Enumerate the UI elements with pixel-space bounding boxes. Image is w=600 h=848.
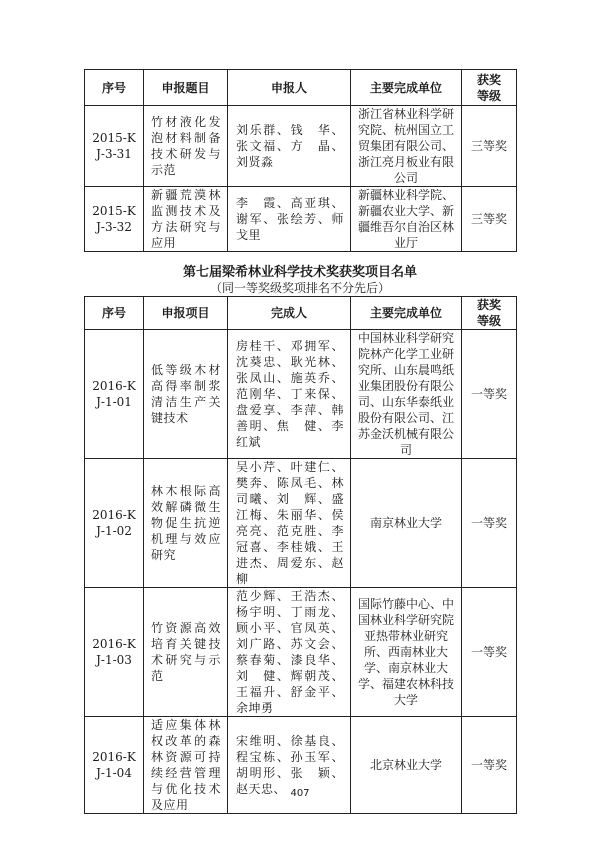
header-id: 序号 <box>85 297 144 330</box>
row-unit: 新疆林业科学院、新疆农业大学、新疆维吾尔自治区林业厅 <box>351 187 462 252</box>
row-project: 竹资源高效培育关键技术研究与示范 <box>144 588 228 717</box>
award-table-2015 <box>84 69 517 252</box>
row-id: 2016-KJ-1-01 <box>85 330 144 459</box>
row-unit: 浙江省林业科学研究院、杭州国立工贸集团有限公司、浙江亮月板业有限公司 <box>351 106 462 187</box>
row-project: 适应集体林权改革的森林资源可持续经营管理与优化技术及应用 <box>144 717 228 814</box>
header-people: 完成人 <box>228 297 351 330</box>
header-unit: 主要完成单位 <box>351 297 462 330</box>
table-row <box>85 588 517 717</box>
header-project: 申报题目 <box>144 70 228 106</box>
row-unit: 南京林业大学 <box>351 459 462 588</box>
row-unit: 国际竹藤中心、中国林业科学研究院亚热带林业研究所、西南林业大学、南京林业大学、福建农林科技大学 <box>351 588 462 717</box>
row-people: 房桂干、邓拥军、沈葵忠、耿光林、张凤山、施英乔、范刚华、丁来保、盘爱享、李萍、韩善明、焦 健、李红斌 <box>228 330 351 459</box>
table-header-row <box>85 70 517 106</box>
row-id: 2015-KJ-3-31 <box>85 106 144 187</box>
row-award: 一等奖 <box>462 330 517 459</box>
section-subtitle: （同一等奖级奖项排名不分先后） <box>209 281 390 295</box>
header-award: 获奖等级 <box>462 70 517 106</box>
table-row <box>85 330 517 459</box>
row-id: 2015-KJ-3-32 <box>85 187 144 252</box>
row-project: 低等级木材高得率制浆清洁生产关键技术 <box>144 330 228 459</box>
row-people: 刘乐群、钱 华、张文福、方 晶、刘贤淼 <box>228 106 351 187</box>
row-people: 范少辉、王浩杰、杨宇明、丁雨龙、顾小平、官凤英、刘广路、苏文会、蔡春菊、漆良华、刘 健、辉朝茂、王福升、舒金平、余坤勇 <box>228 588 351 717</box>
row-award: 三等奖 <box>462 187 517 252</box>
header-award: 获奖等级 <box>462 297 517 330</box>
row-unit: 中国林业科学研究院林产化学工业研究所、山东晨鸣纸业集团股份有限公司、山东华泰纸业股份有限公司、江苏金沃机械有限公司 <box>351 330 462 459</box>
header-people: 申报人 <box>228 70 351 106</box>
row-award: 一等奖 <box>462 459 517 588</box>
header-unit: 主要完成单位 <box>351 70 462 106</box>
award-table-2016 <box>84 296 517 814</box>
row-project: 新疆荒漠林监测技术及方法研究与应用 <box>144 187 228 252</box>
row-id: 2016-KJ-1-02 <box>85 459 144 588</box>
row-id: 2016-KJ-1-04 <box>85 717 144 814</box>
header-id: 序号 <box>85 70 144 106</box>
row-id: 2016-KJ-1-03 <box>85 588 144 717</box>
row-award: 一等奖 <box>462 717 517 814</box>
row-people: 宋维明、徐基良、程宝栋、孙玉军、胡明形、张 颖、赵天忠、 <box>228 717 351 814</box>
row-award: 三等奖 <box>462 106 517 187</box>
row-project: 林木根际高效解磷微生物促生抗逆机理与效应研究 <box>144 459 228 588</box>
section-title: 第七届梁希林业科学技术奖获奖项目名单 <box>182 265 417 280</box>
table-row <box>85 106 517 187</box>
page-number: 407 <box>290 788 310 799</box>
row-unit: 北京林业大学 <box>351 717 462 814</box>
table-row <box>85 459 517 588</box>
row-people: 吴小芹、叶建仁、樊奔、陈凤毛、林司曦、刘 辉、盛江梅、朱丽华、侯亮亮、范克胜、李冠喜、李桂娥、王进杰、周爱东、赵柳 <box>228 459 351 588</box>
table-row <box>85 187 517 252</box>
row-award: 一等奖 <box>462 588 517 717</box>
row-people: 李 霞、高亚琪、谢军、张绘芳、师戈里 <box>228 187 351 252</box>
row-project: 竹材液化发泡材料制备技术研发与示范 <box>144 106 228 187</box>
header-project: 申报项目 <box>144 297 228 330</box>
table-header-row <box>85 297 517 330</box>
